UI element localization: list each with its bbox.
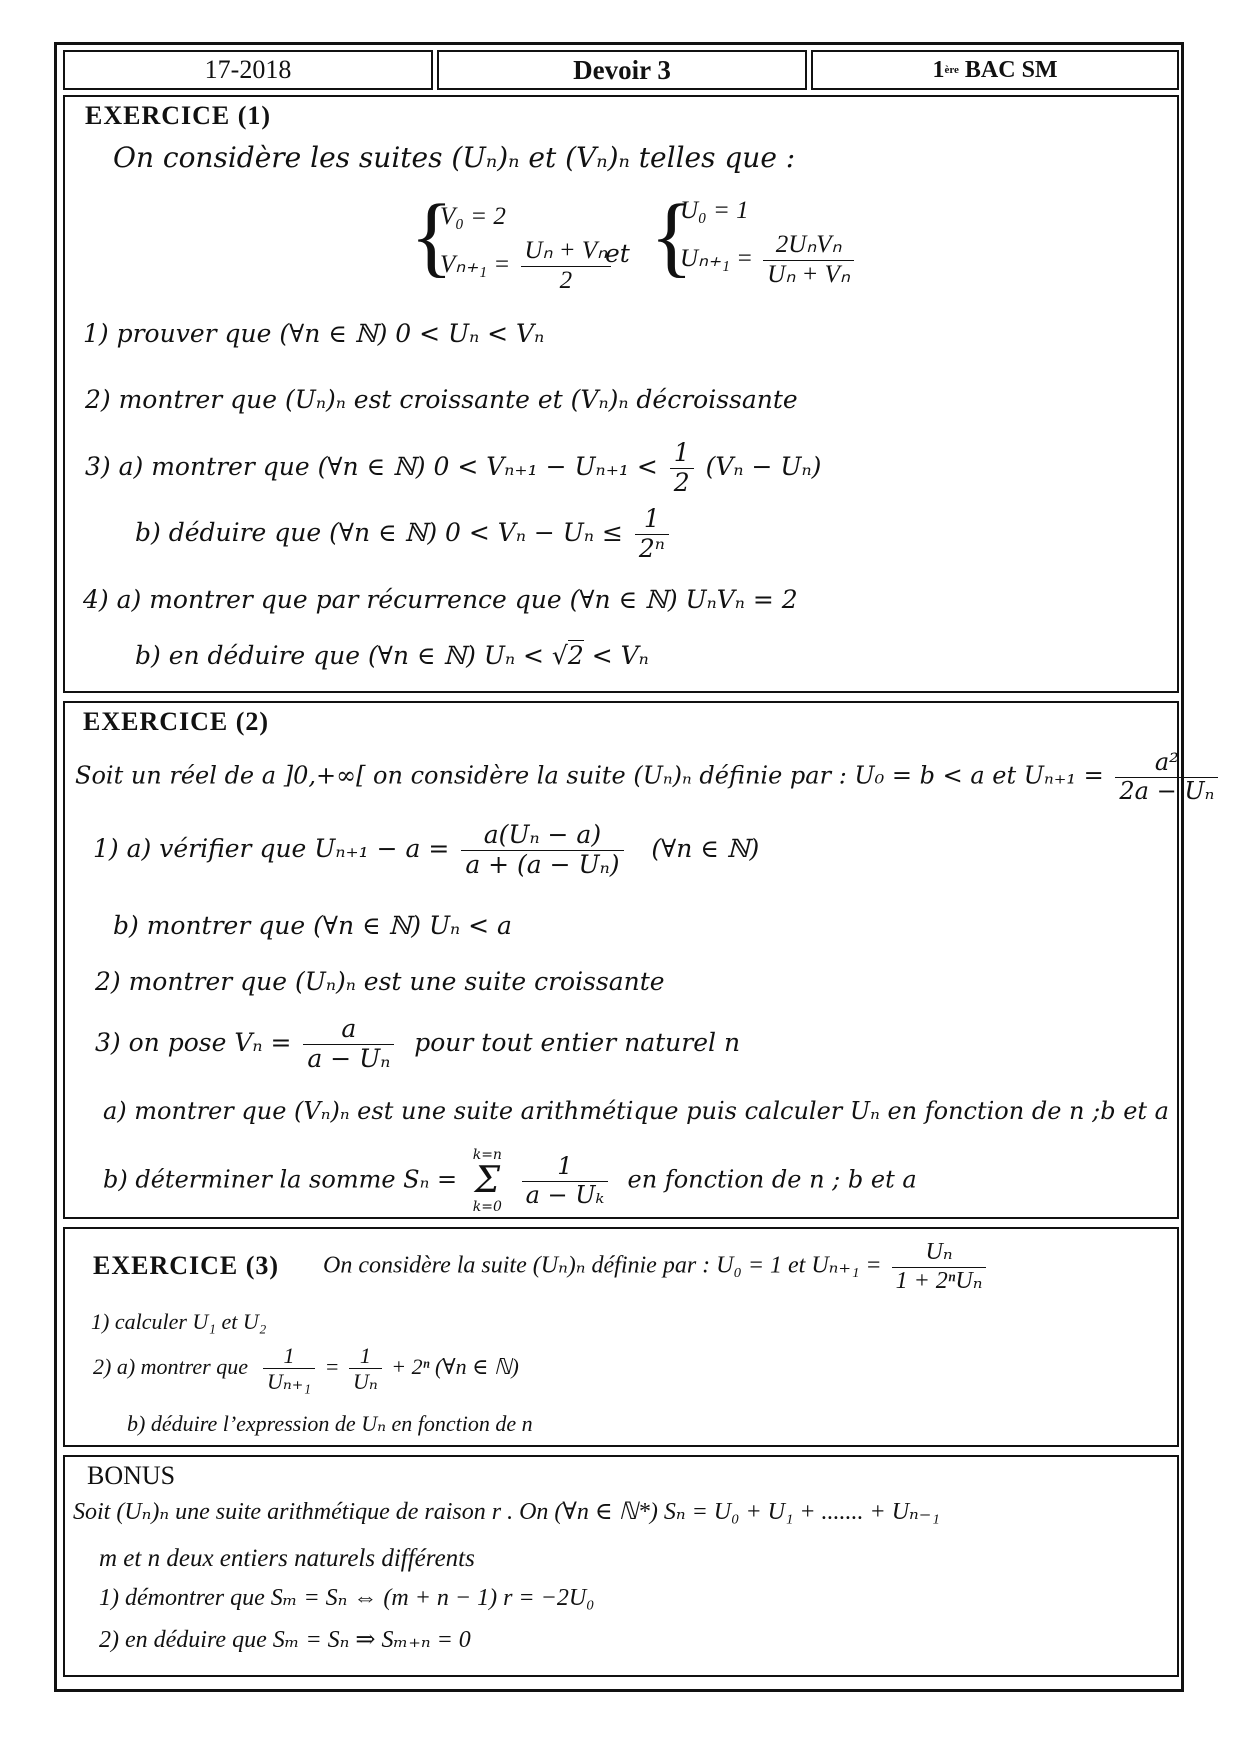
ex1-q2: 2) montrer que (Uₙ)ₙ est croissante et (Vₙ)ₙ décroissante (85, 385, 798, 414)
ex2-q3b-sum-bot: k=0 (472, 1199, 502, 1216)
ex2-q3b-num: 1 (522, 1153, 609, 1182)
ex1-sysv-num: Uₙ + Vₙ (521, 237, 612, 267)
ex2-intro-den: 2a − Uₙ (1119, 776, 1215, 805)
ex2-q1a-post: (∀n ∈ ℕ) (651, 833, 760, 863)
ex2-q1a-num: a(Uₙ − a) (461, 821, 623, 851)
exercise-3-box (63, 1227, 1179, 1447)
ex1-q3a-den: 2 (673, 467, 690, 497)
ex3-q2a-rnum: 1 (349, 1343, 382, 1369)
ex1-q4a: 4) a) montrer que par récurrence que (∀n ∈ ℕ) UₙVₙ = 2 (83, 585, 798, 614)
ex2-q3b-sum-top: k=n (472, 1147, 502, 1163)
ex1-intro: On considère les suites (Uₙ)ₙ et (Vₙ)ₙ telles que : (113, 141, 796, 174)
ex3-q2b: b) déduire l’expression de Uₙ en fonction de n (127, 1411, 533, 1436)
bonus-line1: Soit (Uₙ)ₙ une suite arithmétique de raison r . On (∀n ∈ ℕ*) Sₙ = U₀ + U₁ + ....... + Uₙ₋₁ (73, 1499, 940, 1525)
ex2-q1b: b) montrer que (∀n ∈ ℕ) Uₙ < a (113, 911, 512, 940)
exercise-3-title: EXERCICE (3) (93, 1251, 280, 1280)
exercise-2-box (63, 701, 1215, 1219)
ex2-intro-num: a² (1115, 749, 1218, 778)
header-level (811, 50, 1179, 90)
ex1-q4b-post: < Vₙ (583, 641, 649, 670)
ex2-intro-frac (1115, 749, 1218, 805)
ex1-q3b-num: 1 (635, 505, 669, 535)
ex2-q3b-frac (522, 1153, 609, 1209)
ex1-q4b-pre: b) en déduire que (∀n ∈ ℕ) Uₙ < (135, 641, 552, 670)
ex3-q2a-rden: Uₙ (352, 1369, 378, 1395)
ex3-q2a-rfrac (349, 1343, 382, 1395)
ex2-q3b-sigma: k=n Σ k=0 (469, 1147, 506, 1215)
ex1-q1: 1) prouver que (∀n ∈ ℕ) 0 < Uₙ < Vₙ (83, 319, 545, 348)
ex1-sysu-lhs: Uₙ₊₁ = (680, 244, 754, 272)
ex3-q2a-lnum: 1 (263, 1343, 315, 1369)
ex1-sysv-frac (521, 237, 612, 296)
ex1-sysu-line2 (680, 231, 858, 290)
ex1-et: et (605, 239, 630, 268)
ex1-sysu-line1: U₀ = 1 (680, 197, 749, 224)
ex3-intro-den: 1 + 2ⁿUₙ (895, 1267, 983, 1294)
ex1-q3a-post: (Vₙ − Uₙ) (705, 451, 822, 481)
ex1-brace-v: { (410, 187, 454, 286)
ex1-sysv-den: 2 (559, 266, 573, 294)
ex3-q1: 1) calculer U₁ et U₂ (91, 1309, 267, 1334)
ex2-q1a-den: a + (a − Uₙ) (465, 849, 620, 879)
ex3-q2a-pre: 2) a) montrer que (93, 1353, 248, 1379)
header-level-rest: BAC SM (964, 56, 1058, 83)
ex1-q3b-den: 2ⁿ (638, 533, 665, 563)
ex3-q2a-post: + 2ⁿ (∀n ∈ ℕ) (391, 1353, 519, 1379)
bonus-title: BONUS (87, 1461, 176, 1490)
ex2-q3a: a) montrer que (Vₙ)ₙ est une suite arithmétique puis calculer Uₙ en fonction de n ;b et a (103, 1097, 1169, 1125)
ex3-intro-frac (892, 1239, 987, 1295)
header-year: 17-2018 (63, 50, 433, 90)
ex2-intro-pre: Soit un réel de a ]0,+∞[ on considère la suite (Uₙ)ₙ définie par : U₀ = b < a et Uₙ₊₁ = (75, 761, 1104, 790)
ex2-q3-post: pour tout entier naturel n (414, 1027, 741, 1057)
ex2-q3-den: a − Uₙ (307, 1043, 391, 1073)
ex1-q3b-frac (635, 505, 669, 564)
ex3-intro-num: Uₙ (892, 1239, 987, 1268)
ex1-q3a-pre: 3) a) montrer que (∀n ∈ ℕ) 0 < Vₙ₊₁ − Uₙ₊₁ < (85, 451, 658, 481)
header-level-main: 1 (932, 56, 945, 83)
ex2-q1a (93, 821, 759, 880)
exercise-2-title: EXERCICE (2) (83, 707, 270, 736)
ex2-q3b-pre: b) déterminer la somme Sₙ = (103, 1165, 458, 1194)
ex1-sysu-num: 2UₙVₙ (763, 231, 854, 261)
ex2-q1a-pre: 1) a) vérifier que Uₙ₊₁ − a = (93, 833, 450, 863)
ex2-q2: 2) montrer que (Uₙ)ₙ est une suite croissante (95, 967, 665, 996)
bonus-q1: 1) démontrer que Sₘ = Sₙ ⇔ (m + n − 1) r = −2U₀ (99, 1585, 595, 1611)
ex1-sysv-lhs: Vₙ₊₁ = (440, 250, 511, 278)
ex2-q3b (103, 1147, 917, 1215)
ex2-intro (75, 749, 1222, 805)
exercise-1-box (63, 95, 1179, 693)
ex2-q3-pre: 3) on pose Vₙ = (95, 1027, 292, 1057)
ex1-system-v (440, 203, 615, 296)
ex1-q4b: b) en déduire que (∀n ∈ ℕ) Uₙ < √2 < Vₙ (135, 641, 649, 670)
ex1-q3b-pre: b) déduire que (∀n ∈ ℕ) 0 < Vₙ − Uₙ ≤ (135, 517, 623, 547)
ex2-q3-num: a (303, 1015, 394, 1045)
ex3-q2a-eq: = (324, 1353, 340, 1379)
ex1-sysu-frac (763, 231, 854, 290)
bonus-line2: m et n deux entiers naturels différents (99, 1545, 475, 1572)
ex1-q3a (85, 439, 821, 498)
ex1-sysu-den: Uₙ + Vₙ (767, 260, 850, 288)
ex2-q3 (95, 1015, 740, 1074)
ex2-q1a-frac (461, 821, 623, 880)
ex1-brace-u: { (650, 187, 694, 286)
ex3-q2a-lfrac (263, 1343, 315, 1395)
ex3-q2a-lden: Uₙ₊₁ (267, 1369, 312, 1395)
ex2-q3b-den: a − Uₖ (525, 1180, 605, 1209)
bonus-q2: 2) en déduire que Sₘ = Sₙ ⇒ Sₘ₊ₙ = 0 (99, 1627, 471, 1653)
ex1-q4b-sqrt: 2 (567, 641, 584, 670)
ex2-q3b-post: en fonction de n ; b et a (627, 1165, 917, 1194)
ex1-q3b (135, 505, 673, 564)
header-level-sup: ère (944, 64, 959, 76)
ex3-intro (323, 1239, 990, 1295)
ex2-q3-frac (303, 1015, 394, 1074)
ex1-sysv-line1: V₀ = 2 (440, 203, 506, 230)
ex1-sysv-line2 (440, 237, 615, 296)
exercise-1-title: EXERCICE (1) (85, 101, 272, 130)
header-title: Devoir 3 (437, 50, 807, 90)
ex1-q3a-frac (670, 439, 694, 498)
ex1-q3a-num: 1 (670, 439, 694, 469)
ex1-system-u (680, 197, 858, 290)
ex3-q2a (93, 1343, 519, 1395)
ex3-intro-pre: On considère la suite (Uₙ)ₙ définie par : U₀ = 1 et Uₙ₊₁ = (323, 1252, 882, 1279)
bonus-box (63, 1455, 1179, 1677)
